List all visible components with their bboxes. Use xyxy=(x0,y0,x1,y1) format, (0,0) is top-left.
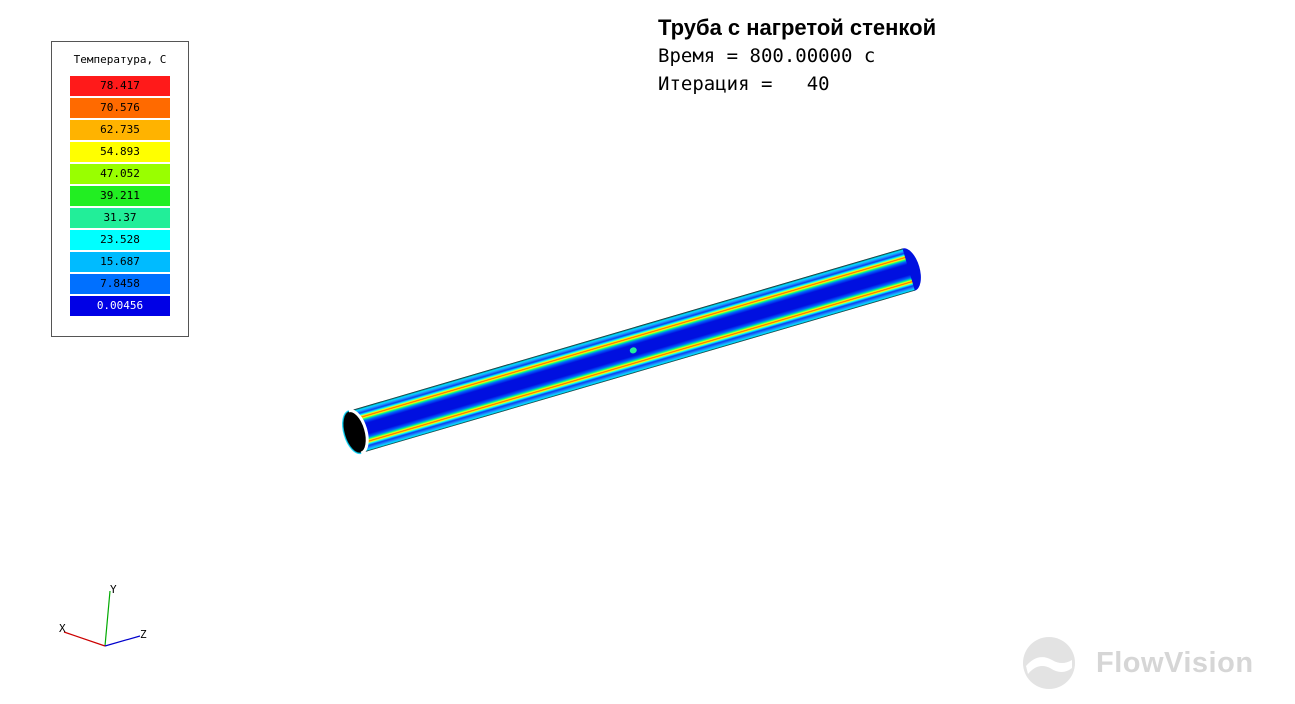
legend-level-3: 54.893 xyxy=(70,142,170,162)
legend-level-0: 78.417 xyxy=(70,76,170,96)
heated-pipe xyxy=(338,245,925,456)
legend-level-7: 23.528 xyxy=(70,230,170,250)
x-axis-label: X xyxy=(59,622,66,635)
y-axis-line xyxy=(105,591,110,646)
x-axis-line xyxy=(64,632,105,646)
legend-level-2: 62.735 xyxy=(70,120,170,140)
flowvision-watermark xyxy=(1022,636,1254,690)
legend-level-8: 15.687 xyxy=(70,252,170,272)
axes-triad xyxy=(50,578,160,658)
watermark-text: FlowVision xyxy=(1096,646,1254,679)
y-axis-label: Y xyxy=(110,583,117,596)
iteration-readout: Итерация = 40 xyxy=(658,73,830,95)
legend-level-1: 70.576 xyxy=(70,98,170,118)
legend-level-6: 31.37 xyxy=(70,208,170,228)
scene-title: Труба с нагретой стенкой xyxy=(658,15,937,40)
time-readout: Время = 800.00000 с xyxy=(658,45,876,67)
legend-title: Температура, С xyxy=(73,53,167,66)
flowvision-logo-icon xyxy=(1022,636,1076,690)
z-axis-label: Z xyxy=(140,628,147,641)
legend-level-4: 47.052 xyxy=(70,164,170,184)
legend-level-10: 0.00456 xyxy=(70,296,170,316)
legend-level-9: 7.8458 xyxy=(70,274,170,294)
legend-level-5: 39.211 xyxy=(70,186,170,206)
z-axis-line xyxy=(105,636,140,646)
